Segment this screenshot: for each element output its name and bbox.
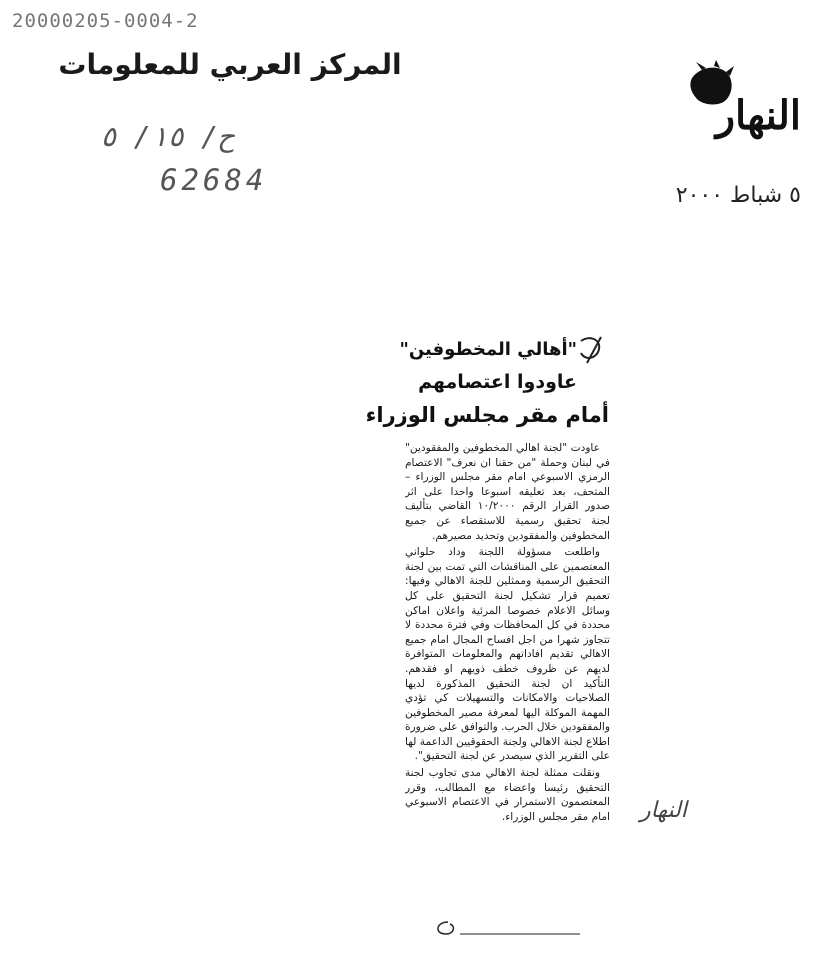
headline-line-2: عاودوا اعتصامهم	[418, 371, 577, 393]
handwritten-reference: ح/ ۱٥/ ٥	[100, 120, 235, 153]
headline-line-3: أمام مقر مجلس الوزراء	[365, 403, 609, 427]
article-paragraph: واطلعت مسؤولة اللجنة وداد حلواني المعتصمين على المناقشات التي تمت بين لجنة التحقيق الرسمية وممثلين للجنة الاهالي وفيها: تعميم قرار تشكيل لجنة التحقيق على كل وسائل الاعلام خصوصا المرئية واعلان اماكن محددة في كل المحافظات وفي فترة محددة لا تتجاوز شهرا من اجل افساح المجال امام جميع الاهالي تقديم افاداتهم والمعلومات المتوافرة لديهم عن ظروف خطف ذويهم او فقدهم. التأكيد ان لجنة التحقيق المذكورة لديها الصلاحيات والامكانات والتسهيلات كي تؤدي المهمة الموكلة اليها لمعرفة مصير المخطوفين والمفقودين خلال الحرب. والتوافق على ضرورة اطلاع لجنة الاهالي ولجنة الحقوقيين الداعمة لها على التقرير الذي سيصدر عن لجنة التحقيق".	[405, 546, 610, 763]
archive-stamp-id: 20000205-0004-2	[12, 10, 199, 32]
article-paragraph: ونقلت ممثلة لجنة الاهالي مدى تجاوب لجنة التحقيق رئيسا واعضاء مع المطالب، وقرر المعتصمون الاستمرار في الاعتصام الاسبوعي امام مقر مجلس الوزراء.	[405, 767, 610, 823]
article-body	[405, 441, 610, 921]
handwritten-number: 62684	[160, 163, 268, 197]
issue-date: ٥ شباط ٢٠٠٠	[675, 183, 801, 208]
circled-marker-icon	[575, 333, 607, 365]
article-paragraph: عاودت "لجنة اهالي المخطوفين والمفقودين" في لبنان وحملة "من حقنا ان نعرف" الاعتصام الرمزي الاسبوعي امام مقر مجلس الوزراء – المتحف، بعد تعليقه اسبوعا واحدا على اثر صدور القرار الرقم ١٠/٢٠٠٠ القاضي بتأليف لجنة تحقيق رسمية للاستقصاء عن جميع المخطوفين والمفقودين وتحديد مصيرهم.	[405, 442, 610, 542]
article-end-mark-icon	[430, 918, 580, 938]
handwritten-margin-note: النهار	[640, 798, 687, 823]
headline-line-1: "أهالي المخطوفين"	[399, 339, 577, 360]
center-name-header: المركز العربي للمعلومات	[58, 48, 402, 81]
newspaper-name: النهار	[715, 92, 801, 139]
